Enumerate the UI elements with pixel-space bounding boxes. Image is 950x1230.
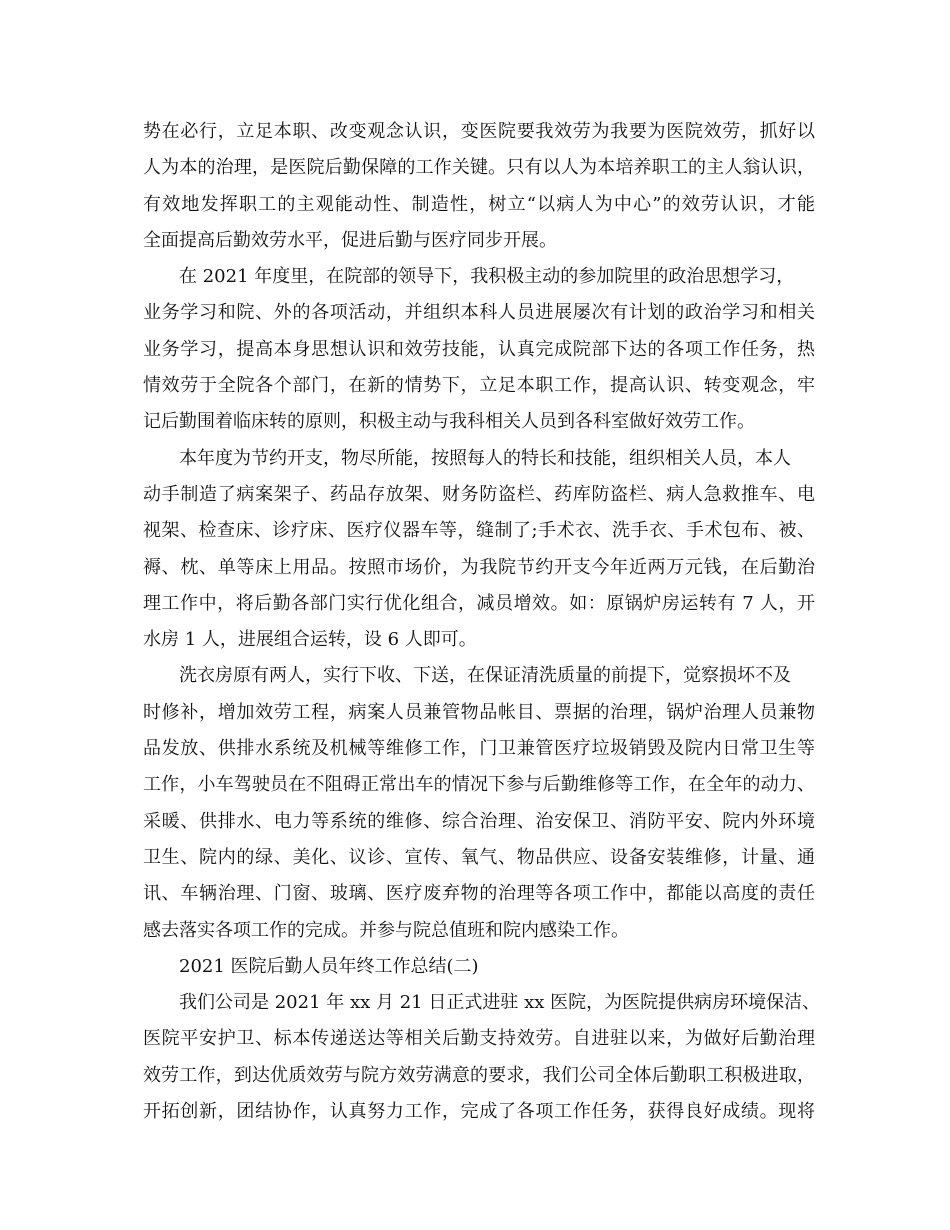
text-line: 有效地发挥职工的主观能动性、制造性，树立“以病人为中心”的效劳认识，才能 bbox=[143, 193, 815, 215]
text-line: 时修补，增加效劳工程，病案人员兼管物品帐目、票据的治理，锅炉治理人员兼物 bbox=[143, 701, 815, 723]
paragraph-start-line: 洗衣房原有两人，实行下收、下送，在保证清洗质量的前提下，觉察损坏不及 bbox=[179, 665, 791, 687]
text-line: 品发放、供排水系统及机械等维修工作，门卫兼管医疗垃圾销毁及院内日常卫生等 bbox=[143, 738, 815, 760]
text-line: 水房 1 人，进展组合运转，设 6 人即可。 bbox=[143, 629, 477, 651]
text-line: 记后勤围着临床转的原则，积极主动与我科相关人员到各科室做好效劳工作。 bbox=[143, 411, 755, 433]
text-line: 褥、枕、单等床上用品。按照市场价，为我院节约开支今年近两万元钱，在后勤治 bbox=[143, 556, 815, 578]
text-line: 采暖、供排水、电力等系统的维修、综合治理、治安保卫、消防平安、院内外环境 bbox=[143, 810, 815, 832]
text-line: 动手制造了病案架子、药品存放架、财务防盗栏、药库防盗栏、病人急救推车、电 bbox=[143, 483, 815, 505]
paragraph-start-line: 在 2021 年度里，在院部的领导下，我积极主动的参加院里的政治思想学习， bbox=[179, 266, 795, 288]
text-line: 势在必行，立足本职、改变观念认识，变医院要我效劳为我要为医院效劳，抓好以 bbox=[143, 121, 815, 142]
paragraph-start-line: 我们公司是 2021 年 xx 月 21 日正式进驻 xx 医院，为医院提供病房环境保洁、 bbox=[179, 992, 821, 1014]
text-line: 情效劳于全院各个部门，在新的情势下，立足本职工作，提高认识、转变观念，牢 bbox=[143, 375, 815, 397]
text-line: 讯、车辆治理、门窗、玻璃、医疗废弃物的治理等各项工作中，都能以高度的责任 bbox=[143, 883, 815, 905]
text-line: 业务学习和院、外的各项活动，并组织本科人员进展屡次有计划的政治学习和相关 bbox=[143, 302, 815, 324]
text-line: 效劳工作，到达优质效劳与院方效劳满意的要求，我们公司全体后勤职工积极进取， bbox=[143, 1064, 815, 1086]
text-line: 卫生、院内的绿、美化、议诊、宣传、氧气、物品供应、设备安装维修，计量、通 bbox=[143, 846, 815, 868]
text-line: 全面提高后勤效劳水平，促进后勤与医疗同步开展。 bbox=[143, 229, 557, 251]
text-line: 视架、检查床、诊疗床、医疗仪器车等，缝制了;手术衣、洗手衣、手术包布、被、 bbox=[143, 520, 815, 542]
text-line: 业务学习，提高本身思想认识和效劳技能，认真完成院部下达的各项工作任务，热 bbox=[143, 338, 815, 360]
section-heading: 2021 医院后勤人员年终工作总结(二) bbox=[179, 955, 479, 977]
text-line: 人为本的治理，是医院后勤保障的工作关键。只有以人为本培养职工的主人翁认识， bbox=[143, 157, 815, 179]
text-line: 理工作中，将后勤各部门实行优化组合，减员增效。如：原锅炉房运转有 7 人，开 bbox=[143, 592, 815, 614]
text-line: 开拓创新，团结协作，认真努力工作，完成了各项工作任务，获得良好成绩。现将 bbox=[143, 1101, 815, 1123]
text-line: 医院平安护卫、标本传递送达等相关后勤支持效劳。自进驻以来，为做好后勤治理 bbox=[143, 1028, 815, 1050]
paragraph-start-line: 本年度为节约开支，物尽所能，按照每人的特长和技能，组织相关人员，本人 bbox=[179, 447, 791, 469]
text-line: 工作，小车驾驶员在不阻碍正常出车的情况下参与后勤维修等工作，在全年的动力、 bbox=[143, 774, 815, 796]
document-body bbox=[143, 114, 821, 1130]
text-line: 感去落实各项工作的完成。并参与院总值班和院内感染工作。 bbox=[143, 919, 629, 941]
